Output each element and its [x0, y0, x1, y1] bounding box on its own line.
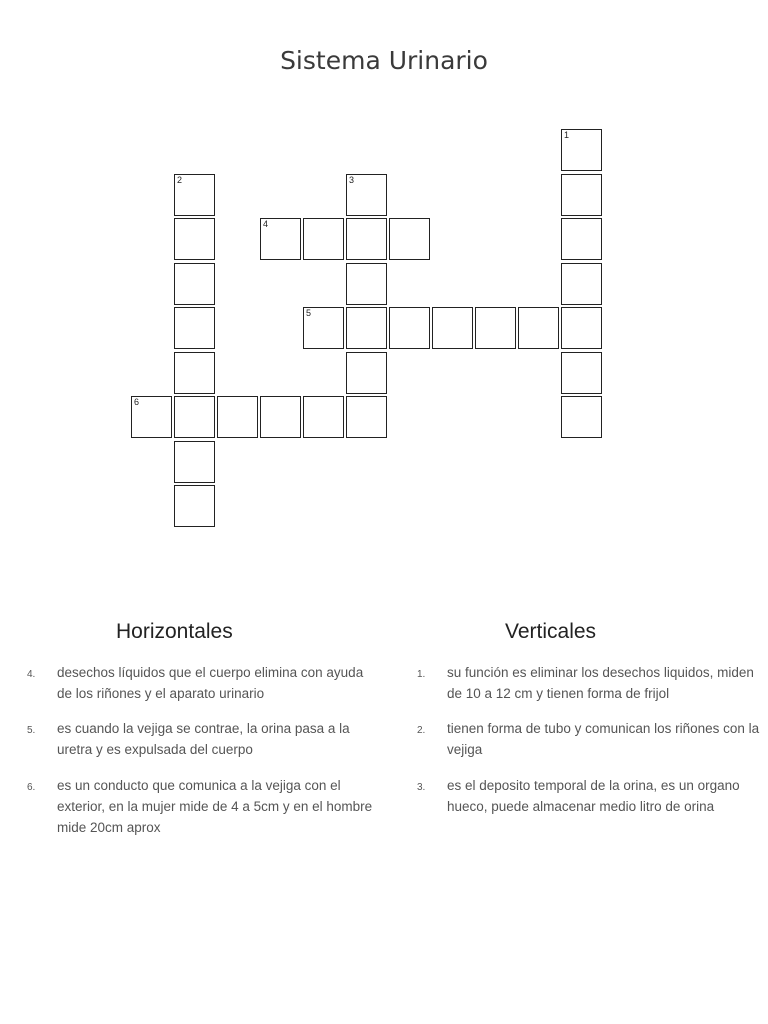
crossword-cell[interactable]: [432, 307, 473, 349]
clue-item-text: [447, 662, 754, 704]
clue-item-text: [57, 775, 372, 838]
clue-number: 6: [134, 397, 140, 407]
crossword-cell[interactable]: [346, 174, 387, 216]
crossword-cell[interactable]: [561, 129, 602, 171]
clue-number: 1: [564, 130, 570, 140]
crossword-cell[interactable]: [346, 263, 387, 305]
clue-line: es un conducto que comunica a la vejiga con el: [57, 778, 341, 793]
clue-item-number: 4.: [27, 669, 36, 680]
clue-number: 3: [349, 174, 355, 185]
horizontal-clues: [116, 620, 233, 644]
vertical-heading: Verticales: [505, 620, 597, 643]
clue-item-number: 2.: [417, 725, 426, 736]
crossword-cell[interactable]: [346, 218, 387, 260]
crossword-cell[interactable]: [303, 307, 344, 349]
page-title: Sistema Urinario: [280, 46, 488, 75]
crossword-cell[interactable]: [561, 396, 602, 438]
clue-line: hueco, puede almacenar medio litro de orina: [447, 799, 715, 814]
clue-item-number: 3.: [417, 782, 426, 793]
clue-item-text: [447, 775, 740, 817]
crossword-cell[interactable]: [260, 218, 301, 260]
clue-line: tienen forma de tubo y comunican los riñones con la: [447, 721, 760, 736]
clue-item-text: [57, 718, 350, 760]
clue-number: 2: [177, 174, 183, 185]
crossword-cell[interactable]: [174, 218, 215, 260]
crossword-cell[interactable]: [303, 218, 344, 260]
crossword-cell[interactable]: [389, 307, 430, 349]
clue-line: vejiga: [447, 742, 483, 757]
crossword-cell[interactable]: [131, 396, 172, 438]
clue-line: su función es eliminar los desechos liquidos, miden: [447, 665, 754, 680]
crossword-cell[interactable]: [346, 396, 387, 438]
crossword-cell[interactable]: [174, 352, 215, 394]
crossword-cell[interactable]: [475, 307, 516, 349]
clue-line: de los riñones y el aparato urinario: [57, 686, 265, 701]
clue-line: es cuando la vejiga se contrae, la orina pasa a la: [57, 721, 350, 736]
crossword-cell[interactable]: [260, 396, 301, 438]
crossword-cell[interactable]: [174, 307, 215, 349]
crossword-cell[interactable]: [174, 485, 215, 527]
clue-item-text: [447, 718, 759, 760]
crossword-cell[interactable]: [174, 396, 215, 438]
clue-line: de 10 a 12 cm y tienen forma de frijol: [447, 686, 670, 701]
clue-item-text: [57, 662, 363, 704]
crossword-cell[interactable]: [561, 352, 602, 394]
crossword-cell[interactable]: [303, 396, 344, 438]
crossword-cell[interactable]: [561, 307, 602, 349]
crossword-cell[interactable]: [561, 263, 602, 305]
clue-number: 4: [263, 219, 269, 229]
crossword-cell[interactable]: [217, 396, 258, 438]
clue-line: exterior, en la mujer mide de 4 a 5cm y en el hombre: [57, 799, 373, 814]
crossword-cell[interactable]: [174, 174, 215, 216]
clue-line: mide 20cm aprox: [57, 820, 161, 835]
clue-item-number: 1.: [417, 669, 426, 680]
horizontal-heading: Horizontales: [116, 620, 233, 643]
vertical-clues: [505, 620, 596, 644]
crossword-cell[interactable]: [389, 218, 430, 260]
clue-line: desechos líquidos que el cuerpo elimina con ayuda: [57, 665, 364, 680]
crossword-cell[interactable]: [561, 218, 602, 260]
clue-item-number: 5.: [27, 725, 36, 736]
clue-number: 5: [306, 308, 312, 318]
crossword-cell[interactable]: [518, 307, 559, 349]
crossword-cell[interactable]: [346, 307, 387, 349]
crossword-cell[interactable]: [174, 441, 215, 483]
clue-line: es el deposito temporal de la orina, es un organo: [447, 778, 740, 793]
crossword-cell[interactable]: [346, 352, 387, 394]
clue-item-number: 6.: [27, 782, 36, 793]
crossword-cell[interactable]: [174, 263, 215, 305]
crossword-cell[interactable]: [561, 174, 602, 216]
clue-line: uretra y es expulsada del cuerpo: [57, 742, 253, 757]
